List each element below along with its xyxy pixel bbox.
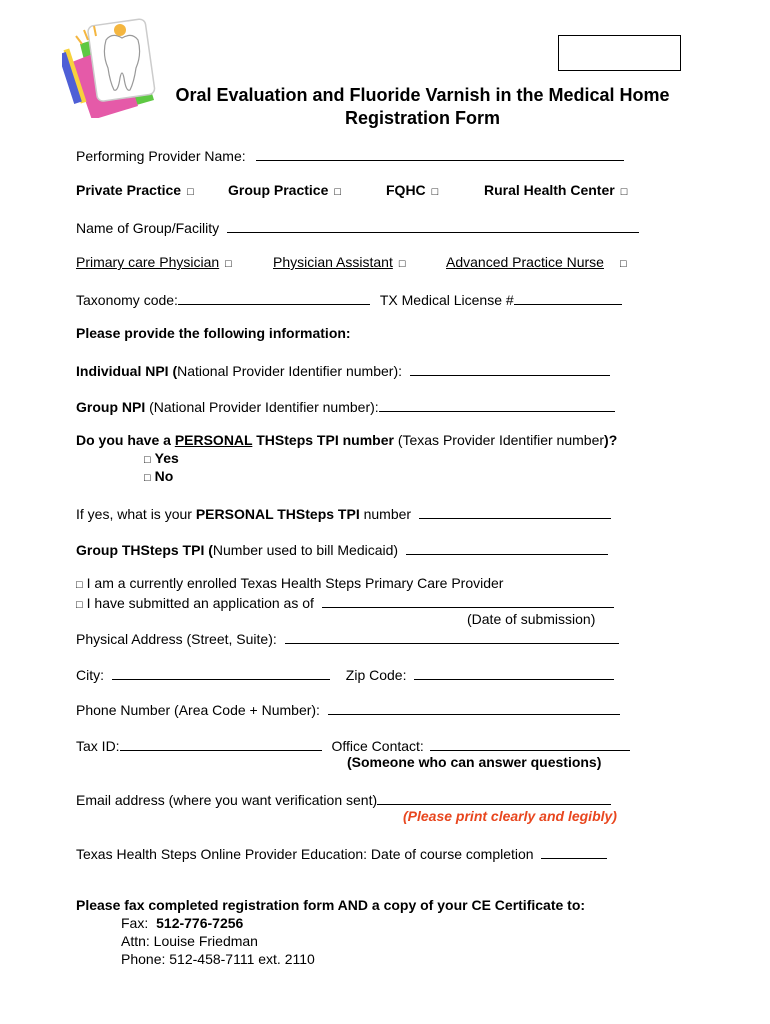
tpi-no-label: No <box>154 468 174 484</box>
city-field[interactable] <box>112 665 330 680</box>
print-clearly-note: (Please print clearly and legibly) <box>403 808 617 824</box>
ifyes-pre: If yes, what is your <box>76 506 196 522</box>
enrolled-label: I am a currently enrolled Texas Health Steps Primary Care Provider <box>86 575 504 591</box>
individual-npi-desc: National Provider Identifier number): <box>177 363 403 379</box>
tpi-yes-label: Yes <box>154 450 179 466</box>
tpi-yes-checkbox[interactable]: □ <box>144 454 151 466</box>
fqhc-checkbox[interactable]: □ <box>431 186 439 198</box>
submitted-label: I have submitted an application as of <box>86 595 314 611</box>
course-date-field[interactable] <box>541 844 607 859</box>
pcp-checkbox[interactable]: □ <box>225 258 232 270</box>
performing-provider-label: Performing Provider Name: <box>76 148 246 164</box>
role-pa-label: Physician Assistant <box>273 254 393 270</box>
tpi-q-desc: (Texas Provider Identifier number <box>393 432 605 448</box>
tpi-q-part1: Do you have a <box>76 432 175 448</box>
practice-group-label: Group Practice <box>228 182 329 198</box>
individual-npi-label: Individual NPI ( <box>76 363 178 379</box>
group-npi-label: Group NPI <box>76 399 146 415</box>
tpi-no-checkbox[interactable]: □ <box>144 472 151 484</box>
taxonomy-field[interactable] <box>178 290 370 305</box>
tpi-q-personal: PERSONAL <box>174 432 253 448</box>
phone-label: Phone Number (Area Code + Number): <box>76 702 320 718</box>
group-facility-field[interactable] <box>227 218 639 233</box>
individual-npi-field[interactable] <box>410 361 610 376</box>
group-npi-row <box>76 397 615 416</box>
office-contact-label: Office Contact: <box>331 738 424 754</box>
taxonomy-label: Taxonomy code: <box>76 292 178 308</box>
office-contact-note: (Someone who can answer questions) <box>347 754 602 770</box>
ifyes-bold: PERSONAL THSteps TPI <box>195 506 360 522</box>
taxid-label: Tax ID: <box>76 738 120 754</box>
practice-fqhc-label: FQHC <box>386 182 426 198</box>
practice-rural <box>484 182 629 201</box>
role-pcp <box>76 254 234 273</box>
phone-field[interactable] <box>328 700 620 715</box>
email-row <box>76 790 611 809</box>
performing-provider-row <box>76 146 624 165</box>
role-apn <box>446 254 629 273</box>
fax-line <box>121 915 243 932</box>
contact-phone-line: Phone: 512-458-7111 ext. 2110 <box>121 951 315 967</box>
submitted-checkbox[interactable]: □ <box>76 599 83 611</box>
tpi-no-option <box>144 468 173 487</box>
group-tpi-field[interactable] <box>406 540 608 555</box>
address-field[interactable] <box>285 629 619 644</box>
practice-fqhc <box>386 182 440 201</box>
office-contact-field[interactable] <box>430 736 630 751</box>
practice-private <box>76 182 196 201</box>
attn-line: Attn: Louise Friedman <box>121 933 258 949</box>
zip-field[interactable] <box>414 665 614 680</box>
license-label: TX Medical License # <box>379 292 514 308</box>
personal-tpi-field[interactable] <box>419 504 611 519</box>
group-tpi-label: Group THSteps TPI ( <box>76 542 213 558</box>
rural-health-checkbox[interactable]: □ <box>620 186 628 198</box>
address-label: Physical Address (Street, Suite): <box>76 631 277 647</box>
course-row <box>76 844 607 863</box>
practice-group <box>228 182 343 201</box>
practice-private-label: Private Practice <box>76 182 182 198</box>
role-pcp-label: Primary care Physician <box>76 254 220 270</box>
tpi-question <box>76 432 617 449</box>
tpi-q-end: )? <box>604 432 618 448</box>
group-tpi-desc: Number used to bill Medicaid) <box>212 542 399 558</box>
address-row <box>76 629 619 648</box>
provide-info-heading: Please provide the following information: <box>76 325 351 341</box>
city-zip-row <box>76 665 614 684</box>
fax-instruction: Please fax completed registration form AND a copy of your CE Certificate to: <box>76 897 586 913</box>
pa-checkbox[interactable]: □ <box>398 258 406 270</box>
enrolled-checkbox[interactable]: □ <box>76 579 83 591</box>
group-practice-checkbox[interactable]: □ <box>334 186 342 198</box>
fax-number: 512-776-7256 <box>156 915 244 931</box>
form-title-line2: Registration Form <box>344 108 500 128</box>
zip-label: Zip Code: <box>345 667 407 683</box>
email-label: Email address (where you want verification sent) <box>76 792 378 808</box>
private-practice-checkbox[interactable]: □ <box>187 186 194 198</box>
tpi-q-part2: THSteps TPI number <box>252 432 394 448</box>
performing-provider-field[interactable] <box>256 146 624 161</box>
taxid-field[interactable] <box>120 736 322 751</box>
group-tpi-row <box>76 540 608 559</box>
taxid-row <box>76 736 630 755</box>
fax-label: Fax: <box>121 915 149 931</box>
form-title-line1: Oral Evaluation and Fluoride Varnish in the Medical Home <box>175 85 670 105</box>
taxonomy-row <box>76 290 622 309</box>
role-pa <box>273 254 408 273</box>
group-facility-label: Name of Group/Facility <box>76 220 220 236</box>
submission-date-field[interactable] <box>322 593 614 608</box>
practice-rural-label: Rural Health Center <box>484 182 615 198</box>
date-of-submission-caption: (Date of submission) <box>467 611 596 627</box>
phone-row <box>76 700 620 719</box>
course-label: Texas Health Steps Online Provider Education: Date of course completion <box>76 846 534 862</box>
ifyes-post: number <box>359 506 412 522</box>
license-field[interactable] <box>514 290 622 305</box>
personal-tpi-row <box>76 504 611 523</box>
individual-npi-row <box>76 361 610 380</box>
email-field[interactable] <box>377 790 611 805</box>
group-facility-row <box>76 218 639 237</box>
tpi-yes-option <box>144 450 179 469</box>
enrolled-option <box>76 575 503 594</box>
city-label: City: <box>76 667 104 683</box>
office-use-box <box>558 35 681 71</box>
role-apn-label: Advanced Practice Nurse <box>446 254 604 270</box>
group-npi-field[interactable] <box>379 397 615 412</box>
group-npi-desc: (National Provider Identifier number): <box>145 399 379 415</box>
apn-checkbox[interactable]: □ <box>619 258 627 270</box>
